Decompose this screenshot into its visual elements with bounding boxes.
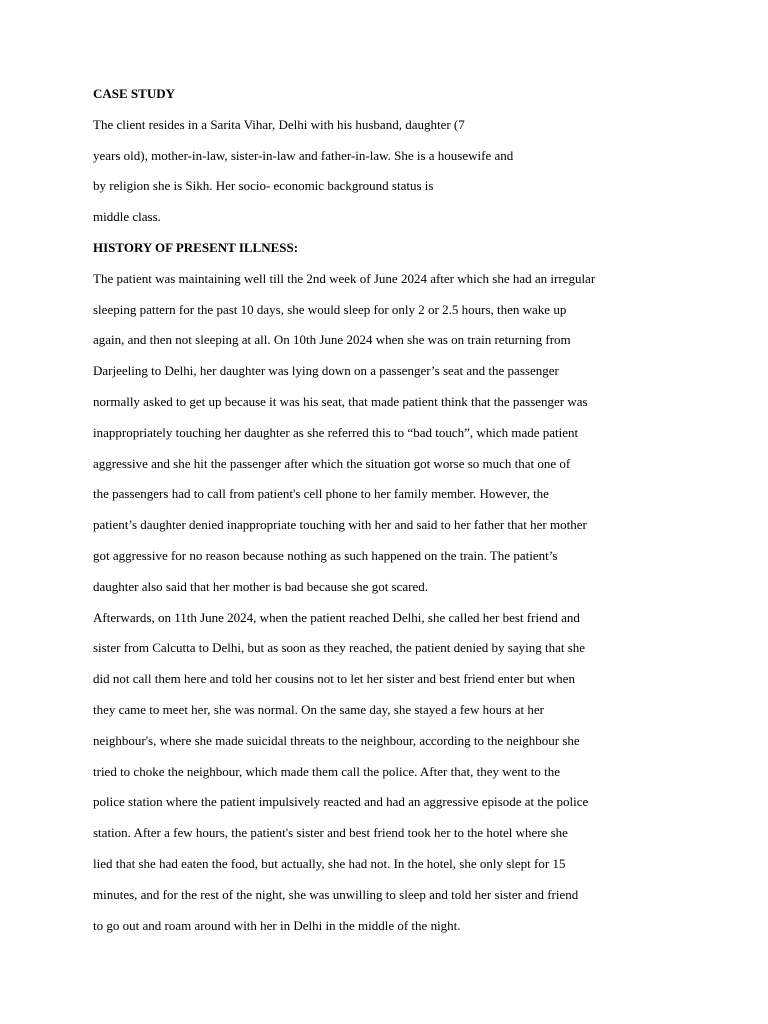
case-study-line: The client resides in a Sarita Vihar, Delhi with his husband, daughter (7 xyxy=(93,116,465,132)
history-line: sister from Calcutta to Delhi, but as soon as they reached, the patient denied by saying that she xyxy=(93,640,586,656)
history-line: inappropriately touching her daughter as she referred this to “bad touch”, which made patient xyxy=(93,424,579,440)
history-line: station. After a few hours, the patient's sister and best friend took her to the hotel where she xyxy=(93,825,568,841)
history-line: the passengers had to call from patient's cell phone to her family member. However, the xyxy=(93,486,549,502)
case-study-line: years old), mother-in-law, sister-in-law and father-in-law. She is a housewife and xyxy=(93,147,514,163)
history-line: Afterwards, on 11th June 2024, when the patient reached Delhi, she called her best friend and xyxy=(93,609,580,625)
history-line: normally asked to get up because it was his seat, that made patient think that the passenger was xyxy=(93,393,588,409)
history-line: tried to choke the neighbour, which made them call the police. After that, they went to the xyxy=(93,763,560,779)
history-line: daughter also said that her mother is bad because she got scared. xyxy=(93,578,428,594)
history-line: aggressive and she hit the passenger after which the situation got worse so much that one of xyxy=(93,455,571,471)
case-study-line: by religion she is Sikh. Her socio- economic background status is xyxy=(93,178,434,194)
case-study-heading: CASE STUDY xyxy=(93,86,175,101)
history-line: minutes, and for the rest of the night, she was unwilling to sleep and told her sister and friend xyxy=(93,886,579,902)
document-body xyxy=(93,84,613,946)
history-line: they came to meet her, she was normal. On the same day, she stayed a few hours at her xyxy=(93,701,544,717)
history-heading: HISTORY OF PRESENT ILLNESS: xyxy=(93,239,299,255)
history-line: did not call them here and told her cousins not to let her sister and best friend enter but when xyxy=(93,671,575,687)
history-line: patient’s daughter denied inappropriate touching with her and said to her father that her mother xyxy=(93,517,587,533)
history-line: got aggressive for no reason because nothing as such happened on the train. The patient’s xyxy=(93,547,558,563)
history-line: again, and then not sleeping at all. On 10th June 2024 when she was on train returning from xyxy=(93,332,571,348)
history-line: The patient was maintaining well till the 2nd week of June 2024 after which she had an irregular xyxy=(93,270,596,286)
history-line: to go out and roam around with her in Delhi in the middle of the night. xyxy=(93,917,461,933)
case-study-line: middle class. xyxy=(93,209,161,225)
history-line: Darjeeling to Delhi, her daughter was lying down on a passenger’s seat and the passenger xyxy=(93,363,559,379)
history-line: sleeping pattern for the past 10 days, she would sleep for only 2 or 2.5 hours, then wake up xyxy=(93,301,567,317)
history-line: neighbour's, where she made suicidal threats to the neighbour, according to the neighbour she xyxy=(93,732,580,748)
history-line: lied that she had eaten the food, but actually, she had not. In the hotel, she only slept for 15 xyxy=(93,855,566,871)
history-line: police station where the patient impulsively reacted and had an aggressive episode at the police xyxy=(93,794,589,810)
